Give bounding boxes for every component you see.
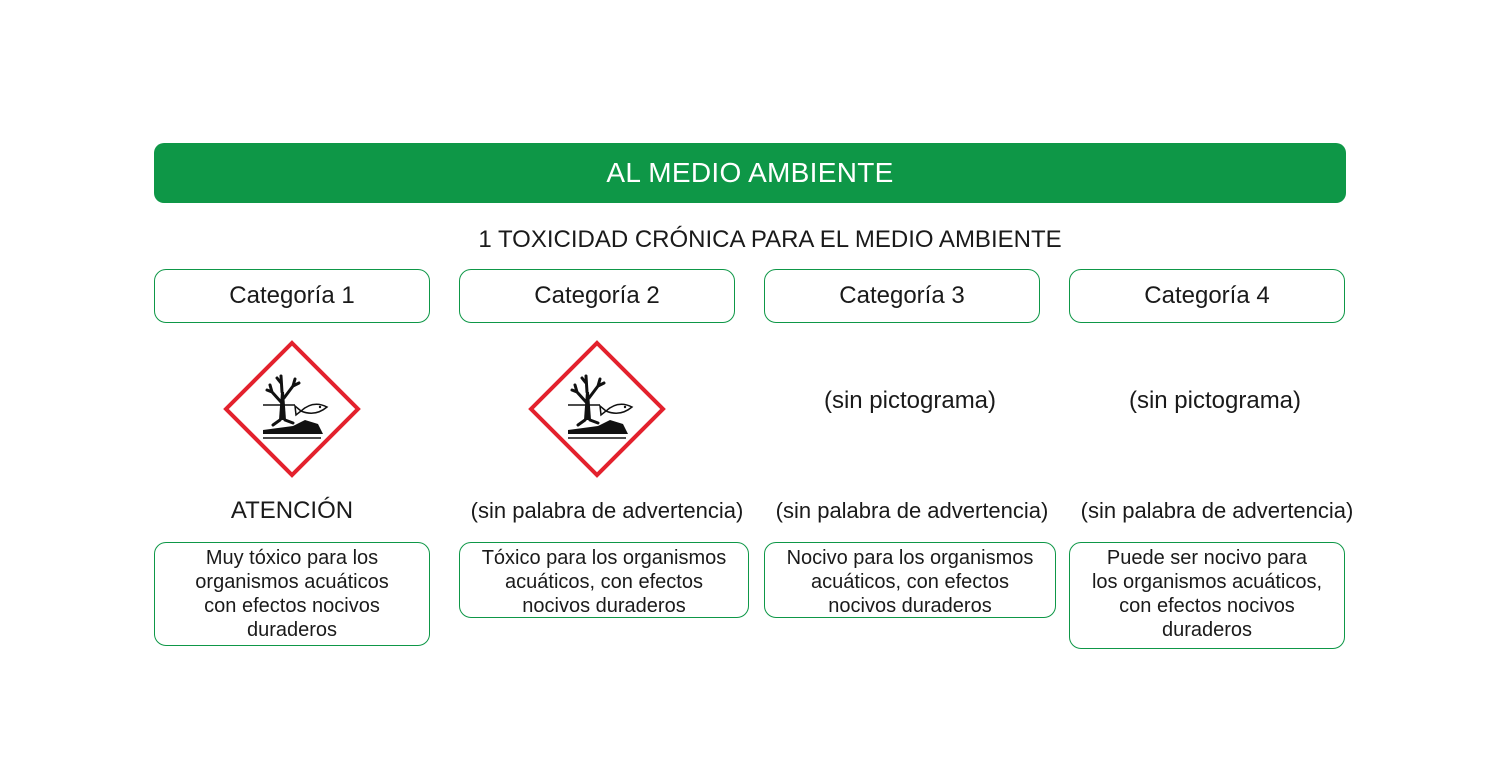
environment-hazard-icon [223,340,361,478]
hazard-statement: Puede ser nocivo para los organismos acuáticos, con efectos nocivos duraderos [1069,542,1345,649]
category-4-header: Categoría 4 [1069,269,1345,323]
environment-hazard-icon [528,340,666,478]
no-pictogram-label: (sin pictograma) [1128,387,1302,414]
signal-word: (sin palabra de advertencia) [470,498,744,523]
category-1-header: Categoría 1 [154,269,430,323]
no-pictogram-label: (sin pictograma) [823,387,997,414]
signal-word: ATENCIÓN [230,497,354,524]
signal-word: (sin palabra de advertencia) [1080,498,1354,523]
category-3-header: Categoría 3 [764,269,1040,323]
banner-title: AL MEDIO AMBIENTE [606,157,894,188]
signal-word: (sin palabra de advertencia) [775,498,1049,523]
hazard-statement: Tóxico para los organismos acuáticos, con efectos nocivos duraderos [459,542,749,618]
section-banner [154,143,1346,203]
hazard-statement: Nocivo para los organismos acuáticos, con efectos nocivos duraderos [764,542,1056,618]
category-2-header: Categoría 2 [459,269,735,323]
hazard-statement: Muy tóxico para los organismos acuáticos con efectos nocivos duraderos [154,542,430,646]
section-subtitle: 1 TOXICIDAD CRÓNICA PARA EL MEDIO AMBIENTE [478,226,1062,253]
